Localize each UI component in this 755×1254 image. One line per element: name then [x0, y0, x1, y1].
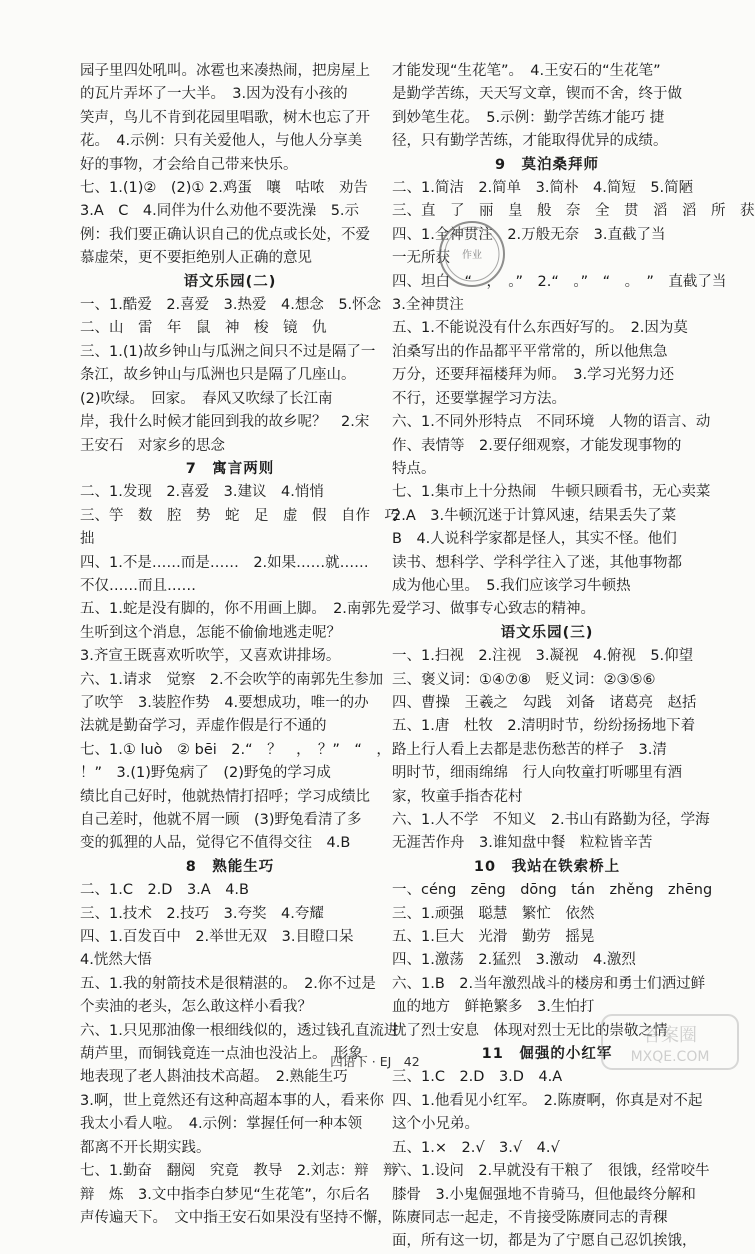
answer-line: 五、1.唐 杜牧 2.清明时节，纷纷扬扬地下着: [392, 718, 696, 735]
section-title: 语文乐园(三): [500, 624, 594, 641]
answer-line: ！” 3.(1)野兔病了 (2)野兔的学习成: [80, 765, 331, 782]
answer-line: B 4.人说科学家都是怪人，其实不怪。他们: [392, 531, 677, 548]
answer-line: 二、1.C 2.D 3.A 4.B: [80, 882, 249, 899]
answer-line: 六、1.设问 2.早就没有干粮了 很饿，经常咬牛: [392, 1163, 710, 1180]
answer-line: 一、céng zēng dōng tán zhěng zhēng: [392, 882, 713, 899]
answer-line: 三、1.(1)故乡钟山与瓜洲之间只不过是隔了一: [80, 343, 376, 360]
answer-line: 径，只有勤学苦练，才能取得优异的成绩。: [392, 133, 668, 150]
section-title: 9 莫泊桑拜师: [494, 156, 600, 173]
svg-text:MXQE.COM: MXQE.COM: [630, 1049, 710, 1065]
answer-line: 二、山 雷 年 鼠 神 梭 镜 仇: [80, 320, 327, 337]
answer-line: 四、坦白 “ ， 。” 2.“ 。” “ 。 ” 直截了当: [392, 273, 727, 290]
answer-line: 三、褒义词：①④⑦⑧ 贬义词：②③⑤⑥: [392, 671, 656, 688]
answer-line: 变的狐狸的人品，觉得它不值得交往 4.B: [80, 835, 351, 852]
answer-line: 例：我们要正确认识自己的优点或长处，不爱: [80, 226, 370, 243]
answer-line: 拙: [80, 531, 95, 548]
answer-line: 四、1.他看见小红军。 2.陈赓啊，你真是对不起: [392, 1092, 703, 1109]
answer-line: 三、竽 数 腔 势 蛇 足 虚 假 自作 巧: [80, 507, 399, 524]
page-footer: 四语下 · EJ 42: [330, 1054, 420, 1069]
section-title: 11 倔强的小红军: [481, 1046, 613, 1063]
answer-line: 都离不开长期实践。: [80, 1139, 211, 1156]
answer-line: 特点。: [392, 460, 436, 477]
answer-line: 七、1.① luò ② bēi 2.“ ？ ， ？” “ ，: [80, 741, 391, 758]
answer-line: 3.啊，世上竟然还有这种高超本事的人，看来你: [80, 1092, 384, 1109]
answer-line: 明时节，细雨绵绵 行人向牧童打听哪里有酒: [392, 765, 682, 782]
answer-line: 二、1.发现 2.喜爱 3.建议 4.悄悄: [80, 484, 324, 501]
answer-line: 我太小看人啦。 4.示例：掌握任何一种本领: [80, 1116, 363, 1133]
answer-line: 才能发现“生花笔”。 4.王安石的“生花笔”: [392, 63, 661, 79]
answer-line: 是勤学苦练，天天写文章，锲而不舍，终于做: [392, 86, 682, 103]
answer-line: 六、1.人不学 不知义 2.书山有路勤为径，学海: [392, 812, 710, 828]
answer-line: 万分，还要拜福楼拜为师。 3.学习光努力还: [392, 367, 675, 384]
answer-line: 声传遍天下。 文中指王安石如果没有坚持不懈，: [80, 1209, 392, 1226]
answer-line: 血的地方 鲜艳繁多 3.生怕打: [392, 999, 595, 1016]
answer-line: 生听到这个消息，怎能不偷偷地逃走呢？: [80, 624, 341, 641]
answer-line: 五、1.不能说没有什么东西好写的。 2.因为莫: [392, 320, 688, 337]
answer-line: 七、1.集市上十分热闹 牛顿只顾看书，无心卖菜: [392, 484, 711, 501]
answer-line: 这个小兄弟。: [392, 1116, 479, 1133]
answer-line: 一、1.酷爱 2.喜爱 3.热爱 4.想念 5.怀念: [80, 297, 382, 314]
answer-line: 七、1.(1)② (2)① 2.鸡蛋 嚷 咕哝 劝告: [80, 180, 368, 197]
answer-line: 五、1.巨大 光滑 勤劳 摇晃: [392, 929, 595, 946]
answer-line: 四、1.全神贯注 2.万般无奈 3.直截了当: [392, 226, 666, 243]
answer-line: 家，牧童手指杏花村: [392, 788, 523, 805]
answer-line: 岸，我什么时候才能回到我的故乡呢？ 2.宋: [80, 414, 370, 431]
answer-line: 到妙笔生花。 5.示例：勤学苦练才能巧 捷: [392, 109, 665, 126]
answer-line: 七、1.勤奋 翻阅 究竟 教导 2.刘志：辩 辩: [80, 1163, 398, 1180]
answer-line: 六、1.只见那油像一根细线似的，透过钱孔直流进: [80, 1022, 399, 1039]
answer-line: 六、1.请求 觉察 2.不会吹竽的南郭先生参加: [80, 671, 384, 688]
answer-line: 花。 4.示例：只有关爱他人，与他人分享美: [80, 133, 363, 150]
answer-line: 四、1.激荡 2.猛烈 3.激动 4.激烈: [392, 952, 636, 969]
answer-line: 的瓦片弄坏了一大半。 3.因为没有小孩的: [80, 86, 348, 103]
section-title: 10 我站在铁索桥上: [473, 858, 621, 875]
answer-line: 五、1.蛇是没有脚的，你不用画上脚。 2.南郭先: [80, 601, 391, 618]
answer-line: 五、1.我的射箭技术是很精湛的。 2.你不过是: [80, 975, 376, 992]
answer-line: 葫芦里，而铜钱竟连一点油也没沾上。 形象: [80, 1046, 363, 1063]
answer-line: 六、1.B 2.当年激烈战斗的楼房和勇士们洒过鲜: [392, 975, 706, 992]
answer-line: 膝骨 3.小鬼倔强地不肯骑马，但他最终分解和: [392, 1186, 696, 1203]
svg-text:作业: 作业: [462, 250, 482, 261]
answer-line: 四、1.不是……而是…… 2.如果……就……: [80, 554, 369, 571]
answer-line: 作、表情等 2.要仔细观察，才能发现事物的: [392, 437, 682, 454]
answer-line: 王安石 对家乡的思念: [80, 437, 225, 454]
answer-line: 五、1.× 2.√ 3.√ 4.√: [392, 1139, 560, 1156]
answer-line: 法就是勤奋学习，弄虚作假是行不通的: [80, 718, 327, 735]
answer-line: 面，所有这一切，都是为了宁愿自己忍饥挨饿，: [392, 1233, 697, 1250]
right-column: [392, 60, 755, 1254]
answer-line: 成为他心里。 5.我们应该学习牛顿热: [392, 577, 631, 594]
answer-line: 了吹竽 3.装腔作势 4.要想成功，唯一的办: [80, 694, 369, 711]
answer-line: 三、直 了 丽 皇 般 奈 全 贯 滔 滔 所 获: [392, 203, 755, 220]
answer-line: 四、曹操 王羲之 勾践 刘备 诸葛亮 赵括: [392, 694, 697, 711]
answer-line: 好的事物，才会给自己带来快乐。: [80, 156, 298, 173]
answer-line: 二、1.简洁 2.简单 3.简朴 4.简短 5.简陋: [392, 180, 694, 197]
answer-line: 3.A C 4.同伴为什么劝他不要洗澡 5.示: [80, 203, 360, 220]
answer-line: 不行，还要掌握学习方法。: [392, 390, 566, 407]
answer-line: 三、1.顽强 聪慧 繁忙 依然: [392, 905, 595, 922]
answer-line: 4.恍然大悟: [80, 952, 152, 969]
answer-line: 三、1.C 2.D 3.D 4.A: [392, 1069, 563, 1086]
answer-line: 2.A 3.牛顿沉迷于计算风速，结果丢失了菜: [392, 507, 677, 524]
answer-line: 扰了烈士安息 体现对烈士无比的崇敬之情: [392, 1022, 668, 1039]
answer-line: 一无所获: [392, 250, 450, 267]
answer-line: 笑声，鸟儿不肯到花园里唱歌，树木也忘了开: [80, 109, 370, 126]
answer-line: 条江，故乡钟山与瓜洲也只是隔了几座山。: [80, 367, 356, 384]
answer-line: 一、1.扫视 2.注视 3.凝视 4.俯视 5.仰望: [392, 648, 694, 665]
answer-line: 园子里四处吼叫。冰雹也来凑热闹，把房屋上: [80, 63, 370, 79]
answer-line: 绩比自己好时，他就热情打招呼；学习成绩比: [80, 788, 370, 805]
svg-text:答案圈: 答案圈: [643, 1025, 697, 1046]
answer-line: 爱学习、做事专心致志的精神。: [392, 601, 595, 618]
answer-line: 无涯苦作舟 3.谁知盘中餐 粒粒皆辛苦: [392, 835, 653, 852]
answer-line: 路上行人看上去都是悲伤愁苦的样子 3.清: [392, 741, 667, 758]
answer-line: 六、1.不同外形特点 不同环境 人物的语言、动: [392, 414, 711, 431]
answer-line: 读书、想科学、学科学往入了迷，其他事物都: [392, 554, 682, 571]
answer-line: 慕虚荣，更不要拒绝别人正确的意见: [80, 250, 312, 267]
answer-line: 不仅……而且……: [80, 577, 196, 594]
answer-line: 个卖油的老头，怎么敢这样小看我？: [80, 999, 312, 1016]
section-title: 语文乐园(二): [183, 273, 277, 290]
answer-line: (2)吹绿。 回家。 春风又吹绿了长江南: [80, 390, 333, 407]
answer-line: 辩 炼 3.文中指李白梦见“生花笔”，尔后名: [80, 1186, 370, 1203]
section-title: 7 寓言两则: [185, 460, 275, 477]
answer-line: 泊桑写出的作品都平平常常的，所以他焦急: [392, 343, 668, 360]
answer-line: 自己差时，他就不屑一顾 (3)野兔看清了多: [80, 812, 362, 828]
section-title: 8 熟能生巧: [185, 858, 275, 875]
answer-line: 三、1.技术 2.技巧 3.夸奖 4.夸耀: [80, 905, 324, 922]
answer-line: 陈赓同志一起走，不肯接受陈赓同志的青稞: [392, 1209, 668, 1226]
answer-line: 四、1.百发百中 2.举世无双 3.目瞪口呆: [80, 929, 354, 946]
answer-line: 3.齐宣王既喜欢听吹竽，又喜欢讲排场。: [80, 648, 341, 665]
answer-line: 地表现了老人斟油技术高超。 2.熟能生巧: [80, 1069, 348, 1086]
answer-line: 3.全神贯注: [392, 297, 464, 314]
